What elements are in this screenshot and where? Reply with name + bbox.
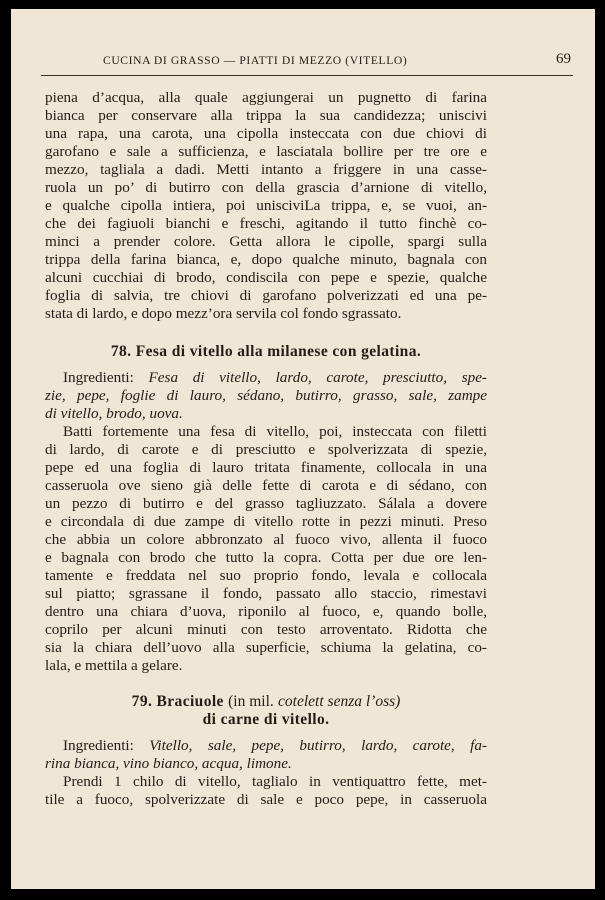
ingredients-text: Fesa di vitello, lardo, carote, presciutto, spe- bbox=[148, 369, 487, 386]
recipe-79-title-note-italic: cotelett senza l’oss) bbox=[278, 693, 401, 710]
text-line: e qualche cipolla intiera, poi unisciviLa trippa, e, se vuoi, an- bbox=[45, 197, 487, 214]
text-line: bianca per conservare alla trippa la sua candidezza; uniscivi bbox=[45, 107, 487, 124]
text-line: una rapa, una carota, una cipolla insteccata con due chiovi di bbox=[45, 125, 487, 142]
text-line: tile a fuoco, spolverizzate di sale e poco pepe, in casseruola bbox=[45, 791, 487, 808]
recipe-79-title-bold: 79. Braciuole bbox=[131, 693, 224, 710]
text-line: che dei fagiuoli bianchi e freschi, agitando il tutto finchè co- bbox=[45, 215, 487, 232]
ingredients-line: zie, pepe, foglie di lauro, sédano, butirro, grasso, sale, zampe bbox=[45, 387, 487, 404]
running-head-title: CUCINA DI GRASSO — PIATTI DI MEZZO (VITELLO) bbox=[103, 54, 408, 67]
text-line: foglia di salvia, tre chiovi di garofano polverizzati ed una pe- bbox=[45, 287, 487, 304]
ingredients-line bbox=[63, 369, 487, 387]
text-line: lala, e mettila a gelare. bbox=[45, 657, 183, 674]
ingredients-line: rina bianca, vino bianco, acqua, limone. bbox=[45, 755, 292, 772]
ingredients-text: Vitello, sale, pepe, butirro, lardo, carote, fa- bbox=[149, 737, 487, 754]
text-line: minci a prender colore. Getta allora le cipolle, spargi sulla bbox=[45, 233, 487, 250]
text-line: sul piatto; sgrassane il fondo, passato allo staccio, rimestavi bbox=[45, 585, 487, 602]
text-line: di lardo, di carote e di presciutto e spolverizzata di spezie, bbox=[45, 441, 487, 458]
text-line: sia la chiara dell’uovo alla superficie, schiuma la gelatina, co- bbox=[45, 639, 487, 656]
recipe-79-title-line2: di carne di vitello. bbox=[202, 711, 330, 728]
text-line: e bagnala con brodo che tutto la copra. Cotta per due ore len- bbox=[45, 549, 487, 566]
recipe-79-title-note: (in mil. bbox=[228, 693, 274, 710]
recipe-79-title bbox=[45, 693, 487, 711]
text-line: piena d’acqua, alla quale aggiungerai un pugnetto di farina bbox=[45, 89, 487, 106]
book-page bbox=[11, 9, 595, 889]
text-line: dentro una chiara d’uova, riponilo al fuoco, e, quando bolle, bbox=[45, 603, 487, 620]
recipe-78-title: 78. Fesa di vitello alla milanese con gelatina. bbox=[110, 343, 422, 360]
ingredients-label: Ingredienti: bbox=[63, 737, 134, 754]
text-line: e circondala di due zampe di vitello rotte in pezzi minuti. Preso bbox=[45, 513, 487, 530]
text-line: che abbia un colore abbronzato al fuoco vivo, allenta il fuoco bbox=[45, 531, 487, 548]
text-line: casseruola ove sieno già delle fette di carota e di sédano, con bbox=[45, 477, 487, 494]
text-line: mezzo, tagliala a dadi. Metti intanto a friggere in una casse- bbox=[45, 161, 487, 178]
text-line: trippa della farina bianca, e, dopo qualche minuto, bagnala con bbox=[45, 251, 487, 268]
ingredients-line: di vitello, brodo, uova. bbox=[45, 405, 183, 422]
text-line: alcuni cucchiai di brodo, condiscila con pepe e spezie, qualche bbox=[45, 269, 487, 286]
text-line: Batti fortemente una fesa di vitello, poi, insteccata con filetti bbox=[63, 423, 487, 440]
running-head bbox=[41, 49, 573, 76]
text-line: ruola un po’ di butirro con della grascia d’arnione di vitello, bbox=[45, 179, 487, 196]
text-line: stata di lardo, e dopo mezz’ora servila col fondo sgrassato. bbox=[45, 305, 402, 322]
text-line: coprilo per alcuni minuti con testo arroventato. Ridotta che bbox=[45, 621, 487, 638]
ingredients-line bbox=[63, 737, 487, 755]
text-line: pepe ed una foglia di lauro tritata finamente, collocala in una bbox=[45, 459, 487, 476]
text-line: tamente e freddata nel suo proprio fondo, levala e collocala bbox=[45, 567, 487, 584]
page-number: 69 bbox=[556, 51, 571, 67]
text-line: garofano e sale a sufficienza, e lasciatala bollire per tre ore e bbox=[45, 143, 487, 160]
ingredients-label: Ingredienti: bbox=[63, 369, 134, 386]
text-line: Prendi 1 chilo di vitello, taglialo in ventiquattro fette, met- bbox=[63, 773, 487, 790]
text-line: un pezzo di butirro e del grasso tagliuzzato. Sálala a dovere bbox=[45, 495, 487, 512]
